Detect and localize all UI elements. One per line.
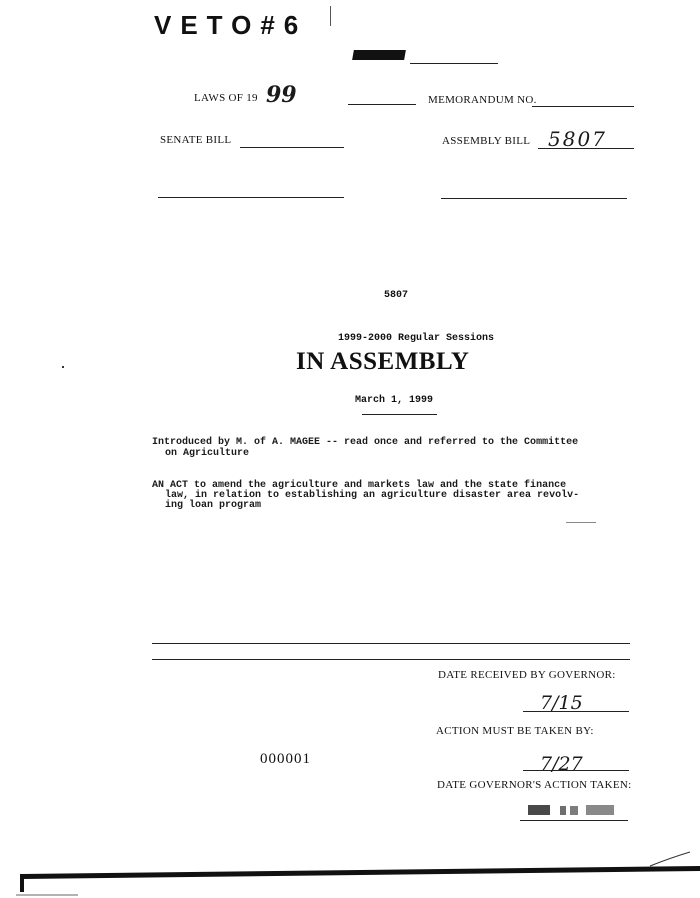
memorandum-line bbox=[532, 106, 634, 107]
session-line: 1999-2000 Regular Sessions bbox=[338, 333, 495, 344]
assembly-bill-label: ASSEMBLY BILL bbox=[442, 135, 531, 147]
laws-of-line bbox=[348, 104, 416, 105]
laws-of-label: LAWS OF 19 bbox=[194, 92, 258, 104]
stray-tick bbox=[330, 6, 331, 26]
introduced-line-2: on Agriculture bbox=[165, 448, 250, 459]
introduced-line-1: Introduced by M. of A. MAGEE -- read once and referred to the Committee bbox=[152, 437, 579, 448]
assembly-bill-number-handwritten: 5807 bbox=[548, 127, 607, 151]
act-line-2: law, in relation to establishing an agriculture disaster area revolv- bbox=[165, 490, 580, 501]
action-must-label: ACTION MUST BE TAKEN BY: bbox=[436, 725, 594, 737]
redaction-underline bbox=[410, 63, 498, 64]
act-line-3: ing loan program bbox=[165, 500, 262, 511]
senate-bill-label: SENATE BILL bbox=[160, 134, 232, 146]
date-action-label: DATE GOVERNOR'S ACTION TAKEN: bbox=[437, 779, 632, 791]
bill-date: March 1, 1999 bbox=[355, 395, 434, 406]
assembly-bill-line bbox=[538, 148, 634, 149]
action-must-value: 7/27 bbox=[540, 753, 583, 775]
blank-line-right bbox=[441, 198, 627, 199]
date-received-line bbox=[523, 711, 629, 712]
date-received-label: DATE RECEIVED BY GOVERNOR: bbox=[438, 669, 616, 681]
blank-line-left bbox=[158, 197, 344, 198]
illegible-stamp-marks bbox=[528, 803, 618, 817]
veto-mark: VETO#6 bbox=[154, 10, 308, 40]
bottom-edge-bar bbox=[0, 848, 700, 898]
bill-number: 5807 bbox=[384, 290, 409, 301]
date-received-value: 7/15 bbox=[540, 692, 583, 714]
redaction-bar bbox=[352, 50, 406, 60]
act-line-1: AN ACT to amend the agriculture and markets law and the state finance bbox=[152, 480, 567, 491]
page-number: 000001 bbox=[260, 751, 311, 767]
date-action-line bbox=[520, 820, 628, 821]
laws-of-year-handwritten: 99 bbox=[266, 82, 297, 108]
action-must-line bbox=[523, 770, 629, 771]
margin-speck bbox=[62, 366, 64, 368]
date-underline bbox=[362, 414, 437, 415]
rule-bottom bbox=[152, 659, 630, 660]
rule-top bbox=[152, 643, 630, 644]
illegible-stamp bbox=[528, 803, 618, 817]
memorandum-label: MEMORANDUM NO. bbox=[428, 94, 537, 106]
stray-dash bbox=[566, 522, 596, 523]
chamber-title: IN ASSEMBLY bbox=[296, 348, 470, 375]
senate-bill-line bbox=[240, 147, 344, 148]
